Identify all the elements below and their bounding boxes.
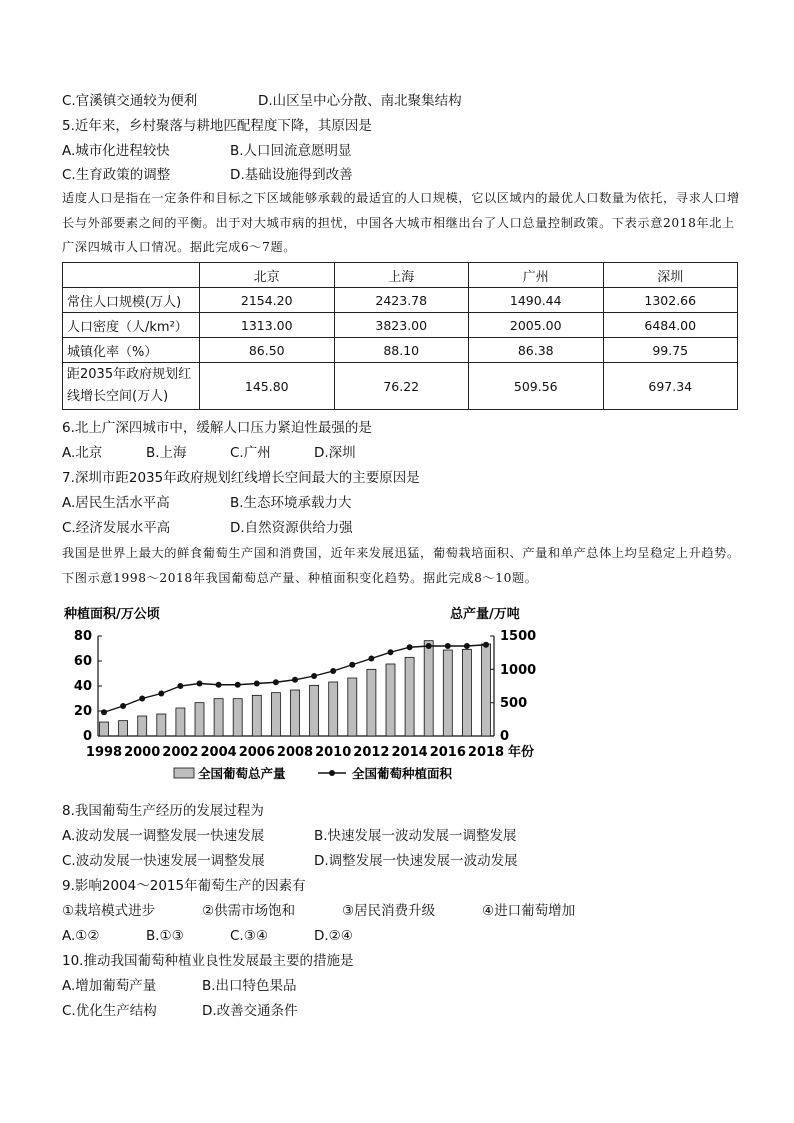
table-cell: 1490.44 bbox=[469, 288, 604, 313]
production-bar bbox=[386, 664, 395, 736]
left-tick-label: 20 bbox=[73, 704, 92, 719]
q10-stem: 10.推动我国葡萄种植业良性发展最主要的措施是 bbox=[62, 953, 354, 969]
table-cell: 88.10 bbox=[334, 338, 469, 363]
production-bar bbox=[348, 678, 357, 736]
right-axis-title: 总产量/万吨 bbox=[450, 607, 520, 622]
q6-option-b: B.上海 bbox=[146, 445, 187, 461]
production-bar bbox=[233, 699, 242, 736]
q5-option-b: B.人口回流意愿明显 bbox=[230, 143, 352, 159]
production-bar bbox=[367, 669, 376, 736]
legend-bar-label: 全国葡萄总产量 bbox=[198, 766, 286, 781]
area-point bbox=[426, 643, 432, 649]
x-tick-label: 2006 bbox=[238, 745, 275, 760]
q9-stem: 9.影响2004～2015年葡萄生产的因素有 bbox=[62, 878, 306, 894]
q10-option-d: D.改善交通条件 bbox=[202, 1003, 298, 1019]
q6-stem: 6.北上广深四城市中，缓解人口压力紧迫性最强的是 bbox=[62, 420, 372, 436]
q10-option-b: B.出口特色果品 bbox=[202, 978, 297, 994]
table-header-cell: 北京 bbox=[200, 263, 335, 288]
legend-bar-swatch bbox=[174, 768, 194, 778]
production-bar bbox=[310, 685, 319, 736]
production-bar bbox=[100, 722, 109, 736]
x-tick-label: 2010 bbox=[315, 745, 352, 760]
q9-statement-1: ①栽培模式进步 bbox=[62, 903, 156, 919]
table-cell: 2423.78 bbox=[334, 288, 469, 313]
area-point bbox=[311, 673, 317, 679]
area-point bbox=[349, 662, 355, 668]
q7-option-a: A.居民生活水平高 bbox=[62, 495, 170, 511]
production-bar bbox=[119, 721, 128, 736]
legend-line-label: 全国葡萄种植面积 bbox=[352, 766, 453, 781]
production-bar bbox=[176, 708, 185, 736]
q7-option-b: B.生态环境承载力大 bbox=[230, 495, 352, 511]
area-point bbox=[407, 644, 413, 650]
production-bar bbox=[482, 644, 491, 736]
area-point bbox=[235, 682, 241, 688]
table-row-label: 城镇化率（%） bbox=[63, 338, 200, 363]
production-bar bbox=[462, 649, 471, 736]
area-point bbox=[101, 709, 107, 715]
right-axis-ticks bbox=[490, 629, 536, 744]
x-tick-label: 2004 bbox=[200, 745, 237, 760]
production-bar bbox=[271, 693, 280, 736]
q4-option-d: D.山区呈中心分散、南北聚集结构 bbox=[258, 93, 462, 109]
q8-stem: 8.我国葡萄生产经历的发展过程为 bbox=[62, 803, 264, 819]
chart-legend bbox=[174, 766, 453, 781]
q9-statement-4: ④进口葡萄增加 bbox=[482, 903, 576, 919]
legend-line-marker bbox=[329, 770, 335, 776]
q9-statement-3: ③居民消费升级 bbox=[342, 903, 436, 919]
table-cell: 145.80 bbox=[200, 363, 335, 410]
table-header-cell: 广州 bbox=[469, 263, 604, 288]
area-point bbox=[445, 643, 451, 649]
right-tick-label: 1500 bbox=[500, 629, 537, 644]
area-point bbox=[273, 679, 279, 685]
table-cell: 2005.00 bbox=[469, 313, 604, 338]
area-point bbox=[292, 677, 298, 683]
passage-1: 适度人口是指在一定条件和目标之下区域能够承载的最适宜的人口规模，它以区域内的最优人口数量为依托，寻求人口增长与外部要素之间的平衡。出于对大城市病的担忧，中国各大城市相继出台了人口总量控制政策。下表示意2018年北上广深四城市人口情况。据此完成6～7题。 bbox=[62, 191, 740, 254]
q10-option-c: C.优化生产结构 bbox=[62, 1003, 157, 1019]
table-cell: 697.34 bbox=[603, 363, 738, 410]
production-bars bbox=[100, 641, 491, 736]
table-cell: 99.75 bbox=[603, 338, 738, 363]
table-cell: 1313.00 bbox=[200, 313, 335, 338]
x-tick-label: 2008 bbox=[276, 745, 314, 760]
q6-option-a: A.北京 bbox=[62, 445, 103, 461]
production-bar bbox=[329, 682, 338, 736]
production-bar bbox=[214, 699, 223, 736]
x-tick-label: 2002 bbox=[162, 745, 199, 760]
area-point bbox=[139, 696, 145, 702]
table-row bbox=[63, 313, 738, 338]
production-bar bbox=[195, 703, 204, 736]
q9-option-b: B.①③ bbox=[146, 928, 184, 944]
area-point bbox=[368, 656, 374, 662]
x-axis-ticks bbox=[86, 745, 504, 760]
left-tick-label: 60 bbox=[73, 654, 92, 669]
right-tick-label: 500 bbox=[500, 696, 528, 711]
area-point bbox=[388, 649, 394, 655]
x-tick-label: 2000 bbox=[124, 745, 161, 760]
q7-stem: 7.深圳市距2035年政府规划红线增长空间最大的主要原因是 bbox=[62, 470, 420, 486]
right-tick-label: 1000 bbox=[500, 663, 537, 678]
table-header-cell: 深圳 bbox=[603, 263, 738, 288]
production-bar bbox=[291, 690, 300, 736]
area-point bbox=[158, 691, 164, 697]
area-point bbox=[197, 681, 203, 687]
area-point bbox=[254, 681, 260, 687]
table-row-label: 人口密度（人/km²） bbox=[63, 313, 200, 338]
q4-option-c: C.官溪镇交通较为便利 bbox=[62, 93, 198, 109]
area-point bbox=[216, 682, 222, 688]
table-row bbox=[63, 288, 738, 313]
area-point bbox=[464, 643, 470, 649]
passage-2: 我国是世界上最大的鲜食葡萄生产国和消费国，近年来发展迅猛，葡萄栽培面积、产量和单产总体上均呈稳定上升趋势。下图示意1998～2018年我国葡萄总产量、种植面积变化趋势。据此完成8～10题。 bbox=[62, 546, 740, 585]
table-cell: 86.38 bbox=[469, 338, 604, 363]
table-header-cell: 上海 bbox=[334, 263, 469, 288]
production-bar bbox=[157, 714, 166, 736]
table-row-label: 常住人口规模(万人) bbox=[63, 288, 200, 313]
q8-option-d: D.调整发展一快速发展一波动发展 bbox=[314, 853, 518, 869]
q5-stem: 5.近年来，乡村聚落与耕地匹配程度下降，其原因是 bbox=[62, 118, 372, 134]
production-bar bbox=[138, 716, 147, 736]
q8-option-b: B.快速发展一波动发展一调整发展 bbox=[314, 828, 517, 844]
table-cell: 76.22 bbox=[334, 363, 469, 410]
x-tick-label: 2014 bbox=[391, 745, 428, 760]
left-axis-title: 种植面积/万公顷 bbox=[64, 607, 160, 622]
q5-option-d: D.基础设施得到改善 bbox=[230, 167, 353, 183]
x-tick-label: 1998 bbox=[85, 745, 123, 760]
q9-option-a: A.①② bbox=[62, 928, 100, 944]
q9-option-c: C.③④ bbox=[230, 928, 268, 944]
table-row bbox=[63, 363, 738, 410]
x-tick-label: 2012 bbox=[353, 745, 390, 760]
x-tick-label: 2018 bbox=[467, 745, 505, 760]
area-point bbox=[483, 642, 489, 648]
area-point bbox=[120, 703, 126, 709]
right-tick-label: 0 bbox=[500, 729, 510, 744]
q5-option-c: C.生育政策的调整 bbox=[62, 167, 171, 183]
table-row bbox=[63, 338, 738, 363]
population-table bbox=[62, 262, 738, 410]
q10-option-a: A.增加葡萄产量 bbox=[62, 978, 157, 994]
q7-option-d: D.自然资源供给力强 bbox=[230, 520, 353, 536]
production-bar bbox=[405, 657, 414, 736]
left-tick-label: 40 bbox=[73, 679, 92, 694]
table-cell: 86.50 bbox=[200, 338, 335, 363]
left-tick-label: 0 bbox=[82, 729, 92, 744]
q6-option-c: C.广州 bbox=[230, 445, 271, 461]
table-cell: 1302.66 bbox=[603, 288, 738, 313]
table-cell: 6484.00 bbox=[603, 313, 738, 338]
table-cell: 2154.20 bbox=[200, 288, 335, 313]
table-cell: 3823.00 bbox=[334, 313, 469, 338]
table-header-cell bbox=[63, 263, 200, 288]
x-axis-unit: 年份 bbox=[508, 745, 535, 760]
area-point bbox=[330, 668, 336, 674]
grape-chart bbox=[62, 600, 537, 795]
left-tick-label: 80 bbox=[73, 629, 92, 644]
q7-option-c: C.经济发展水平高 bbox=[62, 520, 171, 536]
production-bar bbox=[424, 641, 433, 736]
production-bar bbox=[252, 695, 261, 736]
q8-option-c: C.波动发展一快速发展一调整发展 bbox=[62, 853, 265, 869]
table-header-row bbox=[63, 263, 738, 288]
q5-option-a: A.城市化进程较快 bbox=[62, 143, 170, 159]
table-row-label: 距2035年政府规划红线增长空间(万人) bbox=[63, 363, 200, 410]
area-point bbox=[177, 683, 183, 689]
q9-option-d: D.②④ bbox=[314, 928, 353, 944]
q6-option-d: D.深圳 bbox=[314, 445, 356, 461]
production-bar bbox=[443, 650, 452, 736]
q8-option-a: A.波动发展一调整发展一快速发展 bbox=[62, 828, 265, 844]
table-cell: 509.56 bbox=[469, 363, 604, 410]
x-tick-label: 2016 bbox=[429, 745, 466, 760]
q9-statement-2: ②供需市场饱和 bbox=[202, 903, 296, 919]
